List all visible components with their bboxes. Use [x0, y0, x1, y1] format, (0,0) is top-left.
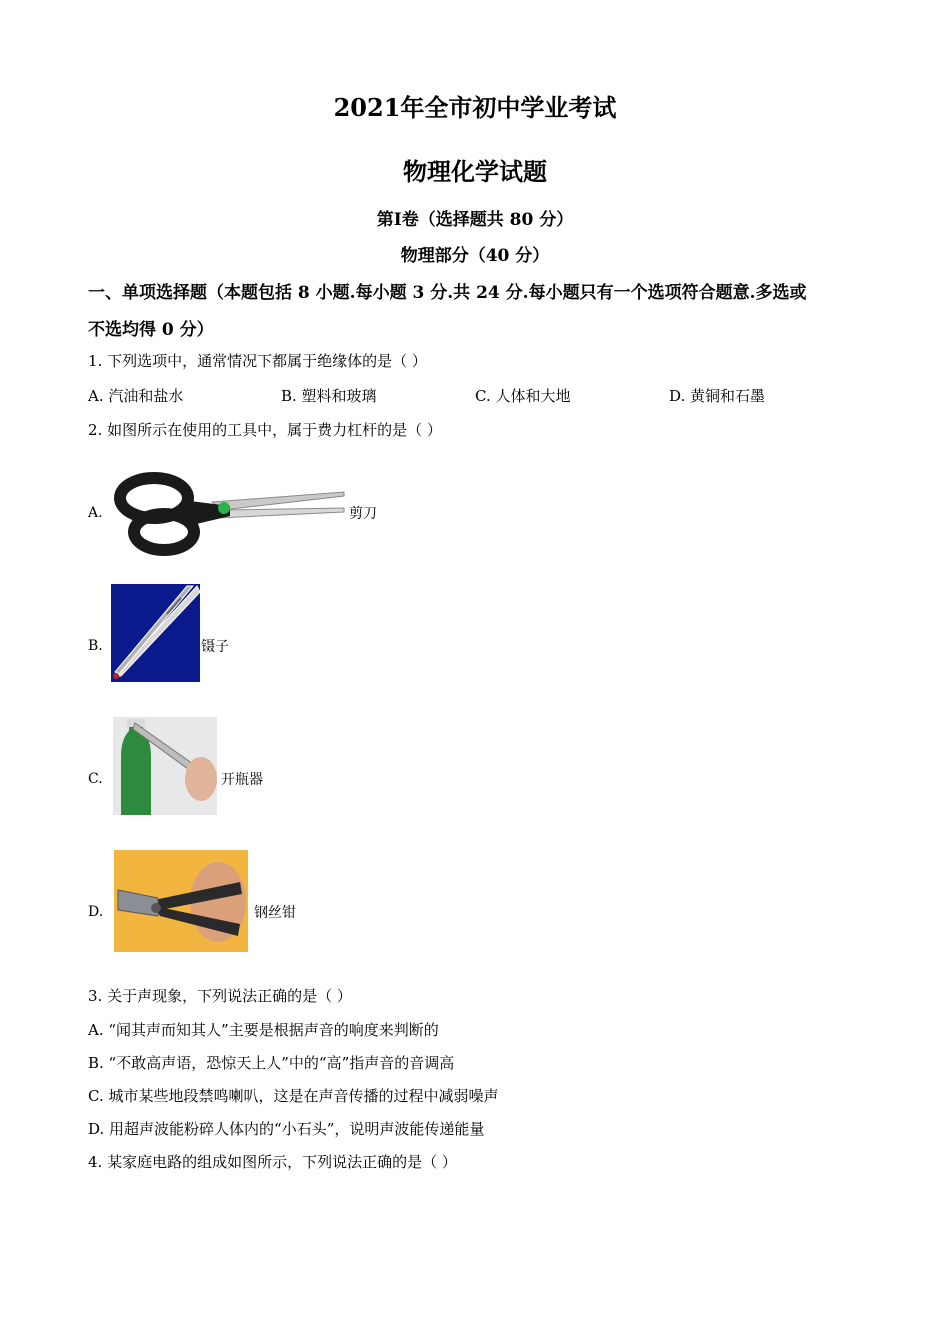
bottle-opener-icon: [113, 717, 217, 815]
question-2-option-d-caption: 钢丝钳: [254, 905, 296, 921]
question-1-option-b: B. 塑料和玻璃: [281, 387, 377, 405]
pliers-icon: [114, 850, 248, 952]
question-3-option-a: A. “闻其声而知其人”主要是根据声音的响度来判断的: [88, 1021, 439, 1039]
part-heading: 物理部分（40 分）: [400, 246, 550, 266]
question-3-option-c: C. 城市某些地段禁鸣喇叭，这是在声音传播的过程中减弱噪声: [88, 1087, 499, 1105]
question-2-stem: 2. 如图所示在使用的工具中，属于费力杠杆的是（ ）: [88, 421, 442, 439]
question-2-option-b-caption: 镊子: [201, 639, 229, 655]
question-4-stem: 4. 某家庭电路的组成如图所示，下列说法正确的是（ ）: [88, 1153, 457, 1171]
section-heading-line1: 一、单项选择题（本题包括 8 小题.每小题 3 分.共 24 分.每小题只有一个选项符合题意.多选或: [88, 283, 807, 303]
question-3-option-d: D. 用超声波能粉碎人体内的“小石头”，说明声波能传递能量: [88, 1120, 485, 1138]
exam-subject: 物理化学试题: [403, 157, 547, 186]
question-1-stem: 1. 下列选项中，通常情况下都属于绝缘体的是（ ）: [88, 352, 427, 370]
question-2-option-b-letter: B.: [88, 638, 103, 654]
question-1-option-a: A. 汽油和盐水: [88, 387, 184, 405]
question-1-option-c: C. 人体和大地: [475, 387, 571, 405]
scissors-icon: [112, 470, 348, 562]
question-2-option-c-caption: 开瓶器: [221, 772, 263, 788]
tweezers-icon: [111, 584, 200, 682]
exam-title: 2021年全市初中学业考试: [333, 93, 617, 122]
question-2-option-d-letter: D.: [88, 904, 104, 920]
question-2-option-c-letter: C.: [88, 771, 103, 787]
volume-heading: 第Ⅰ卷（选择题共 80 分）: [376, 210, 574, 230]
question-3-stem: 3. 关于声现象，下列说法正确的是（ ）: [88, 987, 352, 1005]
question-3-option-b: B. “不敢高声语，恐惊天上人”中的“高”指声音的音调高: [88, 1054, 455, 1072]
question-2-option-a-caption: 剪刀: [349, 506, 377, 522]
question-2-option-a-letter: A.: [88, 505, 103, 521]
section-heading-line2: 不选均得 0 分）: [88, 320, 214, 340]
question-1-option-d: D. 黄铜和石墨: [669, 387, 766, 405]
